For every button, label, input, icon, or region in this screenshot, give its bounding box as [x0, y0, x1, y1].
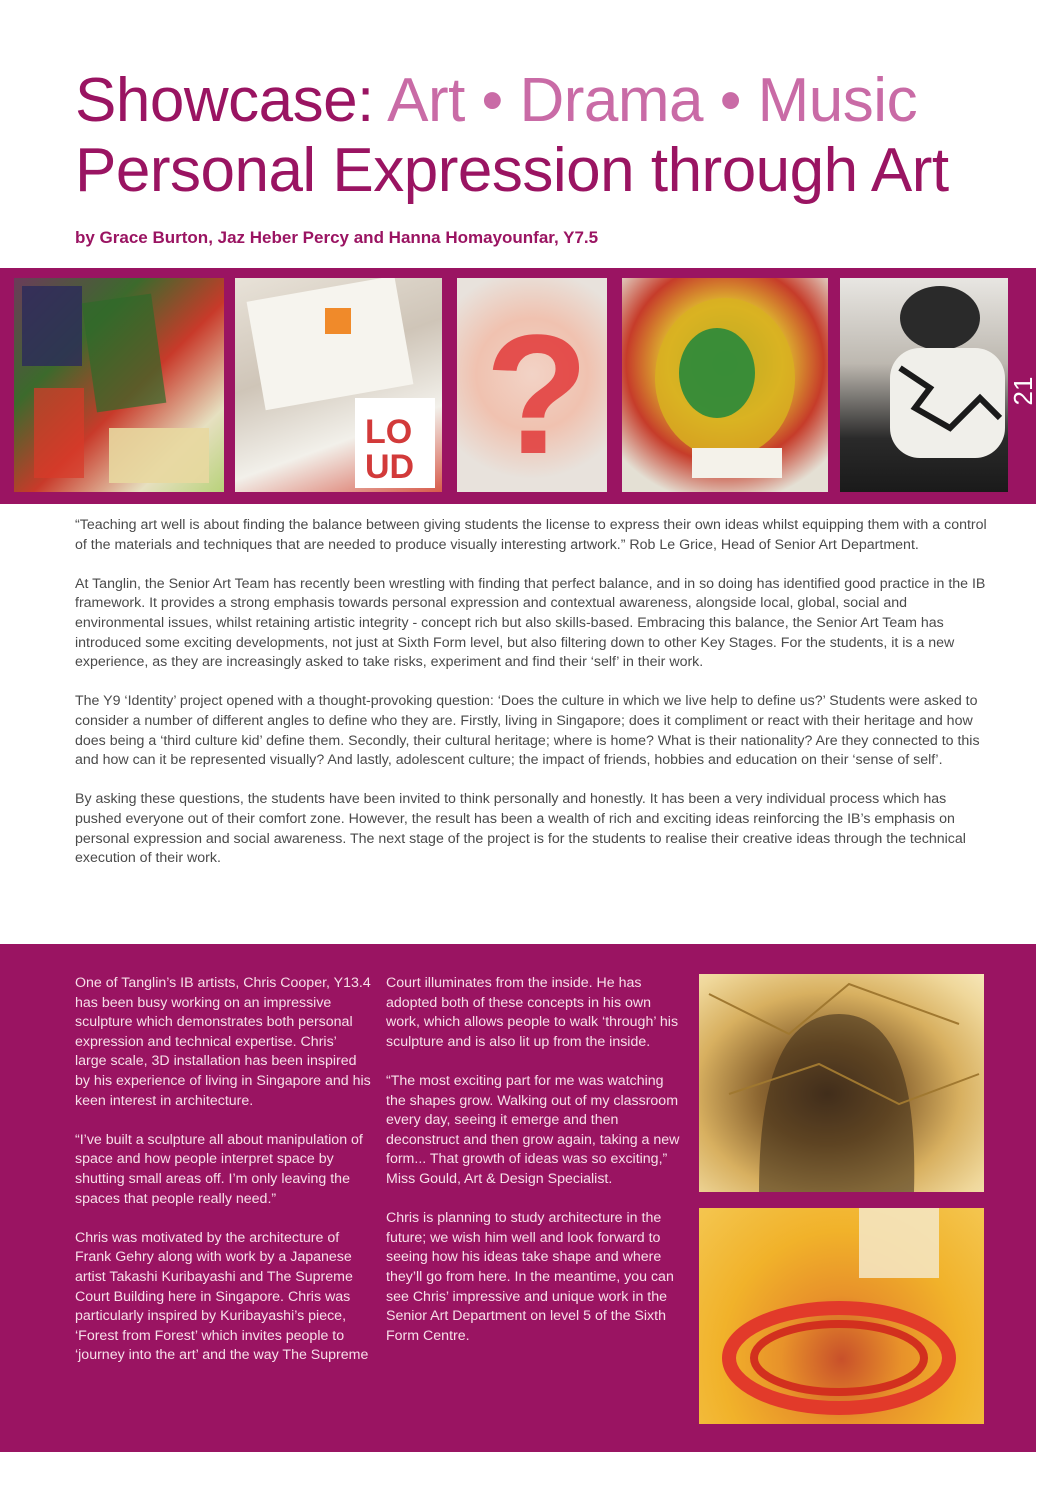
byline: by Grace Burton, Jaz Heber Percy and Hanna Homayounfar, Y7.5	[75, 228, 599, 247]
photo-collage-posters	[14, 278, 224, 492]
article-body	[75, 516, 990, 888]
feature-paragraph: Chris was motivated by the architecture of Frank Gehry along with work by a Japanese artist Takashi Kuribayashi and The Supreme Court Building here in Singapore. Chris was particularly inspired by Kuribayashi’s piece, ‘Forest from Forest’ which invites people to ‘journey into the art’ and the way The Supreme	[75, 1229, 369, 1364]
photo-collage-face	[622, 278, 828, 492]
article-paragraph: At Tanglin, the Senior Art Team has recently been wrestling with finding that perfect balance, and in so doing has identified good practice in the IB framework. It provides a strong emphasis towards personal expression and contextual awareness, alongside local, global, social and environmental issues, whilst retaining artistic integrity - concept rich but also skills-based. Embracing this balance, the Senior Art Team has introduced some exciting developments, not just at Sixth Form level, but also filtering down to other Key Stages. For the students, it is a new experience, as they are increasingly asked to take risks, experiment and find their ‘self’ in their work.	[75, 575, 986, 671]
article-paragraph: “Teaching art well is about finding the balance between giving students the license to express their own ideas whilst equipping them with a control of the materials and techniques that are needed to produce visually interesting artwork.” Rob Le Grice, Head of Senior Art Department.	[75, 517, 987, 553]
article-paragraph: By asking these questions, the students have been invited to think personally and honestly. It has been a very individual process which has pushed everyone out of their comfort zone. However, the result has been a wealth of rich and exciting ideas reinforcing the IB’s emphasis on personal expression and social awareness. The next stage of the project is for the students to realise their creative ideas through the technical execution of their work.	[75, 791, 966, 867]
nest-shapes	[699, 1208, 984, 1424]
photo-strip	[0, 268, 1036, 504]
feature-column-2	[386, 974, 682, 1366]
article-paragraph: The Y9 ‘Identity’ project opened with a thought-provoking question: ‘Does the culture in which we live help to define us?’ Students were asked to consider a number of different angles to define who they are. Firstly, living in Singapore; does it compliment or react with their heritage and how does being a ‘third culture kid’ define them. Secondly, their cultural heritage; where is home? What is their nationality? Are they connected to this and how can it be represented visually? And lastly, adolescent culture; the impact of friends, hobbies and education on their ‘sense of self’.	[75, 693, 980, 769]
feature-column-1	[75, 974, 371, 1385]
photo-sketchbooks	[235, 278, 442, 492]
photo-sculpture-red-nest	[699, 1208, 984, 1424]
question-mark-shapes	[457, 278, 607, 492]
feature-paragraph: “The most exciting part for me was watching the shapes grow. Walking out of my classroom every day, seeing it emerge and then deconstruct and then grow again, taking a new form... That growth of ideas was so exciting,” Miss Gould, Art & Design Specialist.	[386, 1072, 680, 1187]
photo-bust-sculpture	[840, 278, 1008, 492]
page-title	[75, 66, 1035, 206]
bust-shapes	[840, 278, 1008, 492]
svg-text:LO: LO	[365, 413, 413, 451]
collage-shapes	[14, 278, 224, 492]
title-line-1	[75, 66, 1035, 136]
feature-paragraph: “I’ve built a sculpture all about manipulation of space and how people interpret space by shutting small areas off. I’m only leaving the spaces that people really need.”	[75, 1131, 363, 1207]
photo-question-mark	[457, 278, 607, 492]
collage-face-shapes	[622, 278, 828, 492]
page-number: 21	[1008, 376, 1038, 406]
feature-band	[0, 944, 1036, 1452]
feature-paragraph: One of Tanglin’s IB artists, Chris Cooper, Y13.4 has been busy working on an impressive sculpture which demonstrates both personal expression and technical expertise. Chris’ large scale, 3D installation has been inspired by his experience of living in Singapore and his keen interest in architecture.	[75, 975, 371, 1109]
title-subjects: Art • Drama • Music	[387, 66, 918, 135]
title-lead: Showcase:	[75, 66, 374, 135]
tunnel-shapes	[699, 974, 984, 1192]
feature-paragraph: Chris is planning to study architecture in the future; we wish him well and look forward to seeing how his ideas take shape and where they’ll go from here. In the meantime, you can see Chris’ impressive and unique work in the Senior Art Department on level 5 of the Sixth Form Centre.	[386, 1210, 674, 1344]
sketchbook-shapes	[235, 278, 442, 492]
feature-paragraph: Court illuminates from the inside. He has adopted both of these concepts in his own work, which allows people to walk ‘through’ his sculpture and is also lit up from the inside.	[386, 975, 679, 1050]
svg-text:?: ?	[485, 300, 589, 490]
photo-sculpture-tunnel	[699, 974, 984, 1192]
title-line-2: Personal Expression through Art	[75, 136, 949, 205]
svg-text:UD: UD	[365, 448, 415, 486]
